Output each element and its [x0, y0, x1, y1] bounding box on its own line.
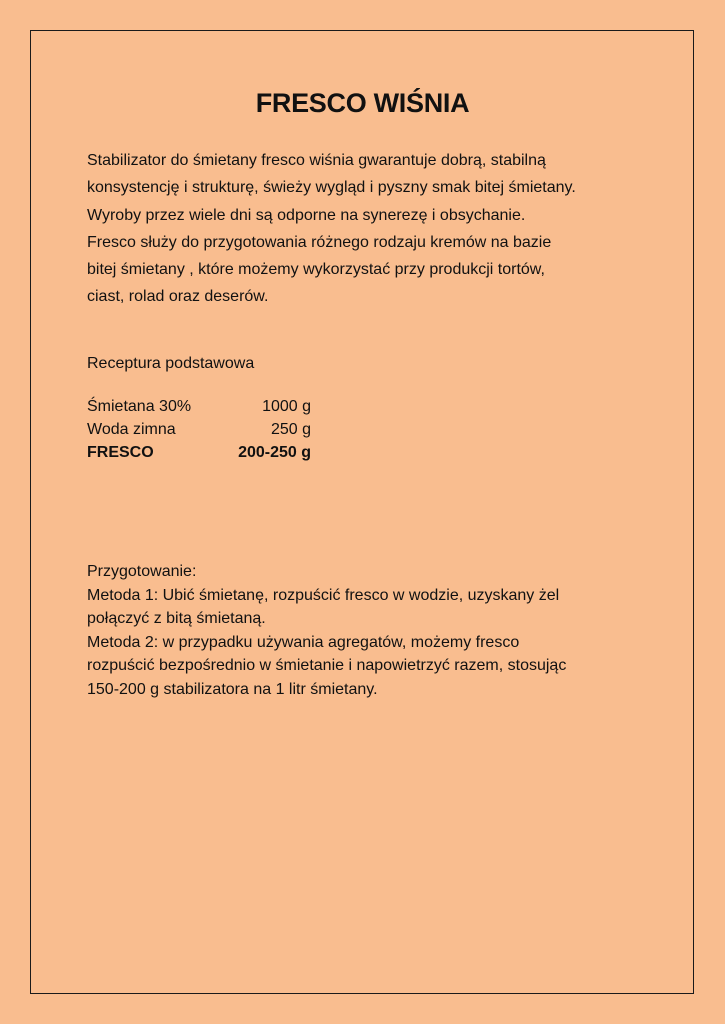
intro-line: bitej śmietany , które możemy wykorzystać przy produkcji tortów, — [87, 261, 545, 279]
preparation-heading: Przygotowanie: — [87, 563, 197, 580]
preparation-line: połączyć z bitą śmietaną. — [87, 610, 266, 628]
ingredient-row — [87, 418, 317, 441]
preparation-section — [87, 560, 667, 702]
ingredient-amount: 1000 g — [262, 398, 311, 415]
intro-line: ciast, rolad oraz deserów. — [87, 288, 269, 306]
intro-line: Fresco służy do przygotowania różnego rodzaju kremów na bazie — [87, 233, 552, 251]
ingredient-amount: 250 g — [270, 421, 311, 438]
ingredient-amount: 200-250 g — [238, 444, 311, 461]
ingredients-table — [87, 395, 317, 464]
ingredient-row — [87, 395, 317, 418]
ingredient-name: FRESCO — [87, 444, 154, 461]
intro-line: Stabilizator do śmietany fresco wiśnia gwarantuje dobrą, stabilną — [87, 152, 546, 169]
ingredient-name: Woda zimna — [87, 421, 176, 438]
preparation-line: Metoda 2: w przypadku używania agregatów, możemy fresco — [87, 633, 520, 651]
recipe-heading: Receptura podstawowa — [87, 355, 255, 372]
preparation-line: 150-200 g stabilizatora na 1 litr śmietany. — [87, 680, 378, 698]
ingredient-row — [87, 441, 317, 464]
intro-paragraph — [87, 147, 667, 311]
intro-line: Wyroby przez wiele dni są odporne na synerezę i obsychanie. — [87, 206, 526, 224]
intro-line: konsystencję i strukturę, świeży wygląd i pyszny smak bitej śmietany. — [87, 179, 576, 197]
ingredient-name: Śmietana 30% — [87, 398, 192, 415]
preparation-line: rozpuścić bezpośrednio w śmietanie i napowietrzyć razem, stosując — [87, 657, 567, 675]
preparation-line: Metoda 1: Ubić śmietanę, rozpuścić fresco w wodzie, uzyskany żel — [87, 586, 560, 604]
page-title: FRESCO WIŚNIA — [255, 88, 470, 118]
